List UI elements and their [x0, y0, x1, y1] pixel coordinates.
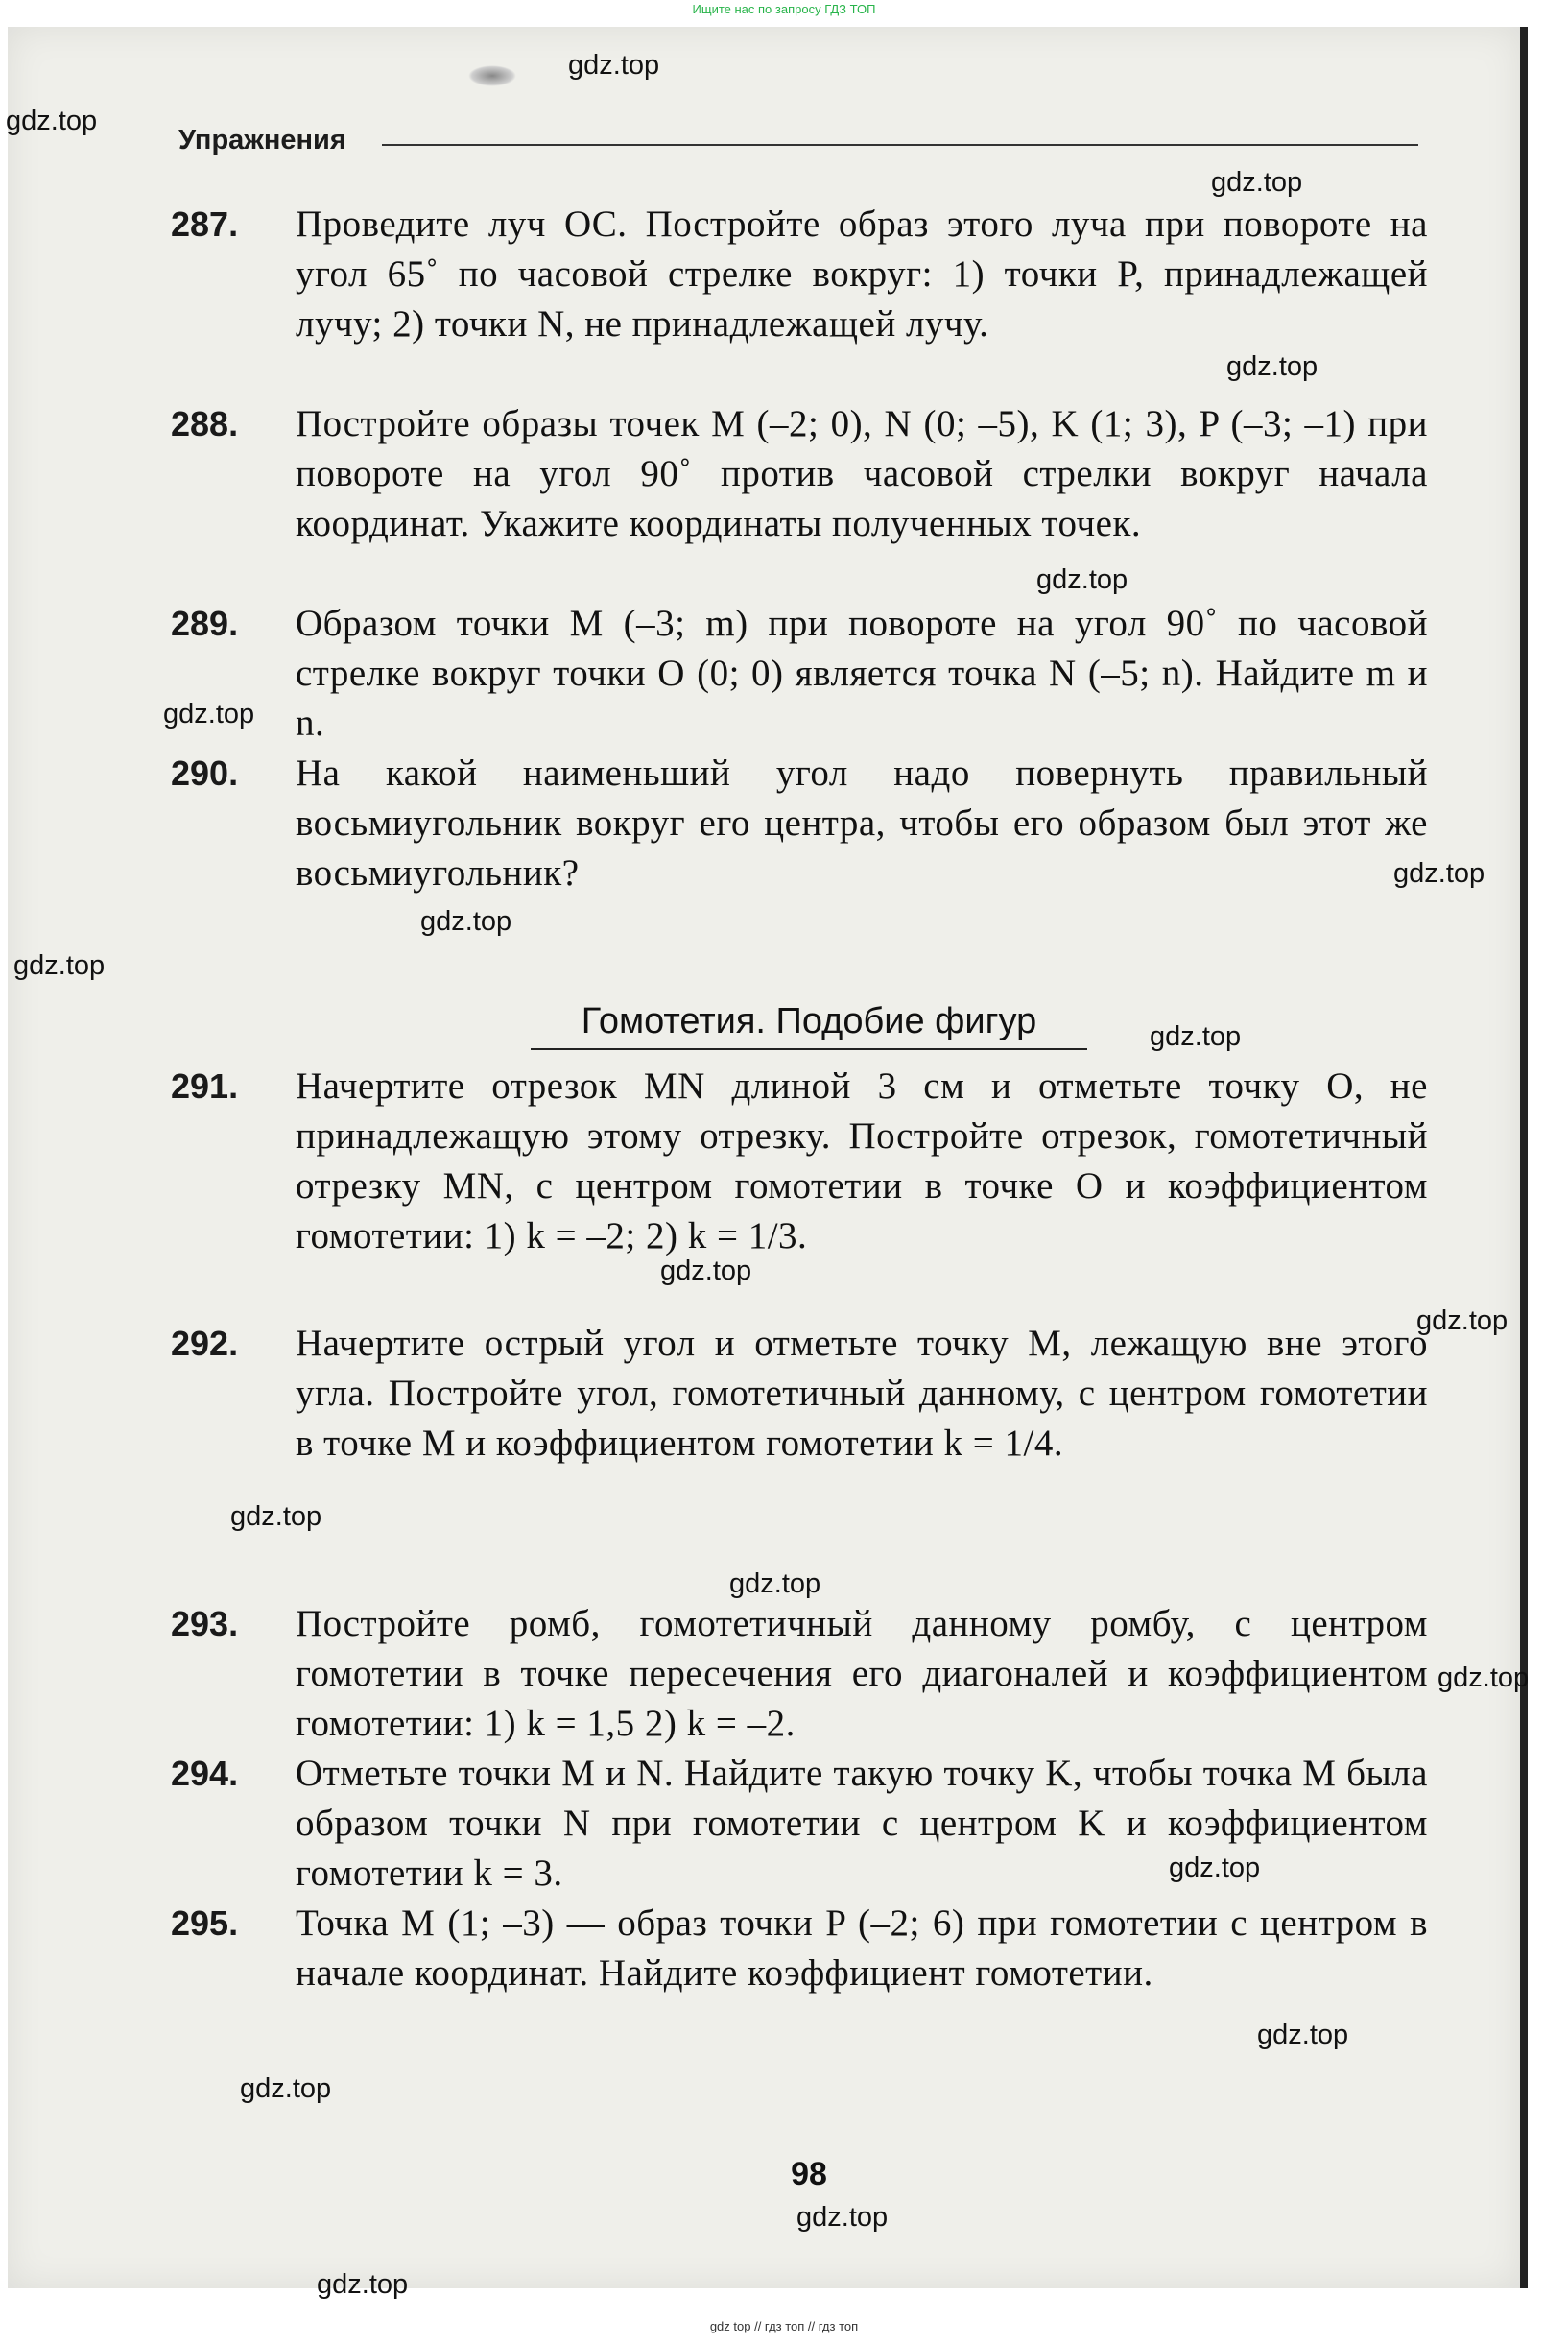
- watermark: gdz.top: [568, 50, 660, 81]
- exercise-number: 289.: [171, 604, 239, 643]
- exercise-text: Проведите луч OC. Постройте образ этого луча при повороте на угол 65˚ по часовой стрелке вокруг: 1) точки P, принадлежащей лучу; 2) точки N, не принадлежащей лучу.: [296, 203, 1428, 345]
- exercise-287: [171, 200, 1428, 349]
- section-title: Гомотетия. Подобие фигур: [531, 998, 1087, 1050]
- exercise-text: Образом точки M (–3; m) при повороте на угол 90˚ по часовой стрелке вокруг точки O (0; 0) является точка N (–5; n). Найдите m и n.: [296, 603, 1428, 744]
- exercise-text: Начертите отрезок MN длиной 3 см и отметьте точку O, не принадлежащую этому отрезку. Постройте отрезок, гомотетичный отрезку MN, с центром гомотетии в точке O и коэффициентом гомотетии: 1) k = –2; 2) k = 1/3.: [296, 1065, 1428, 1256]
- exercise-293: [171, 1599, 1428, 1749]
- watermark: gdz.top: [6, 106, 98, 136]
- watermark: gdz.top: [317, 2269, 409, 2300]
- watermark: gdz.top: [240, 2073, 332, 2104]
- watermark: gdz.top: [1169, 1853, 1261, 1883]
- exercise-text: Начертите острый угол и отметьте точку M, лежащую вне этого угла. Постройте угол, гомотетичный данному, с центром гомотетии в точке M и коэффициентом гомотетии k = 1/4.: [296, 1323, 1428, 1464]
- exercise-text: Постройте ромб, гомотетичный данному ромбу, с центром гомотетии в точке пересечения его диагоналей и коэффициентом гомотетии: 1) k = 1,5 2) k = –2.: [296, 1603, 1428, 1744]
- watermark: gdz.top: [660, 1256, 752, 1286]
- exercise-number: 290.: [171, 753, 239, 793]
- watermark: gdz.top: [1416, 1305, 1509, 1336]
- top-banner: Ищите нас по запросу ГДЗ ТОП: [692, 2, 876, 16]
- scan-smudge: [468, 65, 516, 86]
- exercise-289: [171, 599, 1428, 749]
- watermark: gdz.top: [1211, 167, 1303, 198]
- watermark: gdz.top: [729, 1568, 821, 1599]
- watermark: gdz.top: [1226, 351, 1319, 382]
- watermark: gdz.top: [796, 2202, 889, 2233]
- watermark: gdz.top: [420, 906, 512, 937]
- watermark: gdz.top: [1257, 2020, 1349, 2050]
- watermark: gdz.top: [230, 1501, 322, 1532]
- watermark: gdz.top: [1150, 1021, 1242, 1052]
- exercise-number: 291.: [171, 1066, 239, 1106]
- exercise-number: 293.: [171, 1604, 239, 1643]
- exercise-295: [171, 1899, 1428, 1998]
- exercise-number: 287.: [171, 204, 239, 244]
- exercise-number: 292.: [171, 1324, 239, 1363]
- exercise-288: [171, 399, 1428, 549]
- exercise-number: 295.: [171, 1903, 239, 1943]
- page-header: [171, 123, 1418, 161]
- exercise-290: [171, 749, 1428, 898]
- watermark: gdz.top: [1036, 564, 1128, 595]
- watermark: gdz.top: [1393, 858, 1485, 889]
- exercise-text: На какой наименьший угол надо повернуть правильный восьмиугольник вокруг его центра, чтобы его образом был этот же восьмиугольник?: [296, 753, 1428, 894]
- watermark: gdz.top: [163, 699, 255, 730]
- watermark: gdz.top: [1437, 1662, 1530, 1693]
- header-rule: [382, 144, 1418, 146]
- exercise-text: Постройте образы точек M (–2; 0), N (0; –5), K (1; 3), P (–3; –1) при повороте на угол 90˚ против часовой стрелки вокруг начала координат. Укажите координаты полученных точек.: [296, 403, 1428, 544]
- exercise-292: [171, 1319, 1428, 1469]
- watermark: gdz.top: [13, 950, 106, 981]
- exercise-number: 288.: [171, 404, 239, 443]
- bottom-banner: gdz top // гдз топ // гдз топ: [709, 2319, 859, 2333]
- header-title: Упражнения: [178, 125, 346, 155]
- exercise-number: 294.: [171, 1754, 239, 1793]
- exercise-291: [171, 1062, 1428, 1261]
- exercise-text: Точка M (1; –3) — образ точки P (–2; 6) при гомотетии с центром в начале координат. Найдите коэффициент гомотетии.: [296, 1902, 1428, 1994]
- exercise-text: Отметьте точки M и N. Найдите такую точку K, чтобы точка M была образом точки N при гомотетии с центром K и коэффициентом гомотетии k = 3.: [296, 1753, 1428, 1894]
- page-number: 98: [791, 2156, 827, 2192]
